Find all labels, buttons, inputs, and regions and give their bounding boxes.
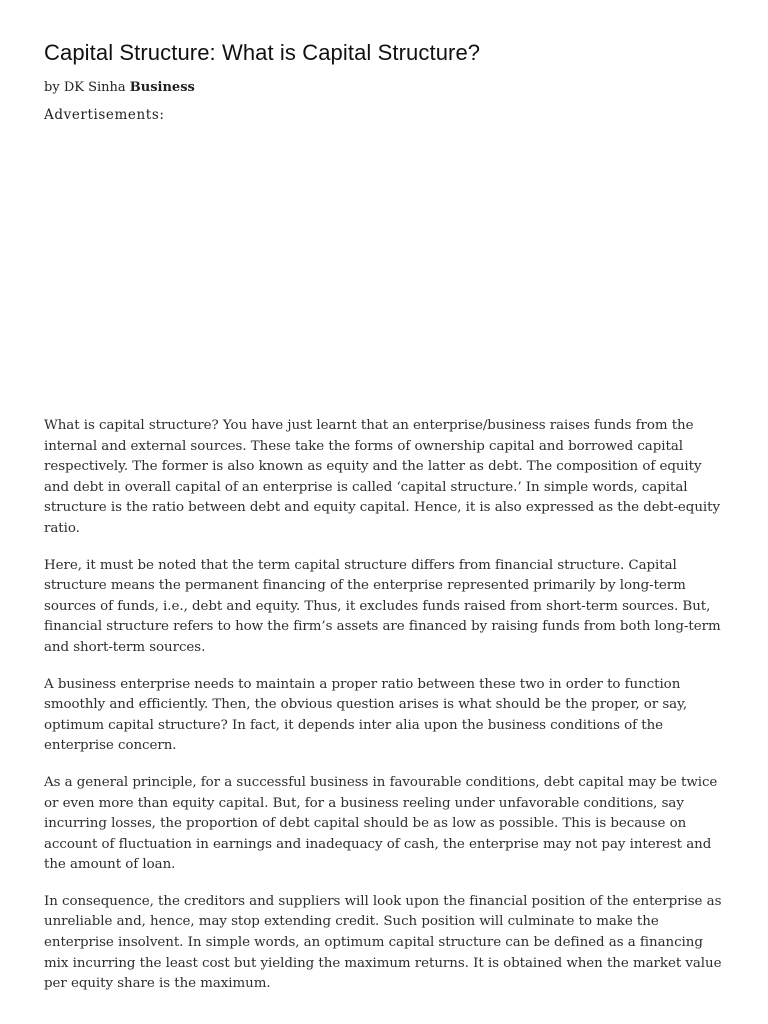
byline	[44, 79, 195, 97]
paragraph: What is capital structure? You have just learnt that an enterprise/business raises funds from the internal and external sources. These take the forms of ownership capital and borrowed capital respectively. The former is also known as equity and the latter as debt. The composition of equity and debt in overall capital of an enterprise is called ‘capital structure.’ In simple words, capital structure is the ratio between debt and equity capital. Hence, it is also expressed as the debt-equity ratio.	[44, 418, 720, 536]
advertisements-label: Advertisements:	[44, 107, 165, 123]
category-link[interactable]: Business	[129, 80, 195, 95]
advertisement-slot	[44, 130, 724, 400]
author-link[interactable]: DK Sinha	[63, 80, 126, 95]
paragraph: Here, it must be noted that the term capital structure differs from financial structure. Capital structure means the permanent financing of the enterprise represented primarily by long-term sources of funds, i.e., debt and equity. Thus, it excludes funds raised from short-term sources. But, financial structure refers to how the firm’s assets are financed by raising funds from both long-term and short-term sources.	[44, 557, 721, 655]
paragraph: As a general principle, for a successful business in favourable conditions, debt capital may be twice or even more than equity capital. But, for a business reeling under unfavorable conditions, say incurring losses, the proportion of debt capital should be as low as possible. This is because on account of fluctuation in earnings and inadequacy of cash, the enterprise may not pay interest and the amount of loan.	[44, 774, 718, 873]
paragraph: A business enterprise needs to maintain a proper ratio between these two in order to function smoothly and efficiently. Then, the obvious question arises is what should be the proper, or say, optimum capital structure? In fact, it depends inter alia upon the business conditions of the enterprise concern.	[44, 676, 688, 754]
paragraph: In consequence, the creditors and suppliers will look upon the financial position of the enterprise as unreliable and, hence, may stop extending credit. Such position will culminate to make the enterprise insolvent. In simple words, an optimum capital structure can be defined as a financing mix incurring the least cost but yielding the maximum returns. It is obtained when the market value per equity share is the maximum.	[44, 893, 722, 992]
page-title: Capital Structure: What is Capital Structure?	[44, 40, 481, 65]
byline-prefix: by	[44, 80, 60, 95]
article-body	[44, 416, 726, 1011]
